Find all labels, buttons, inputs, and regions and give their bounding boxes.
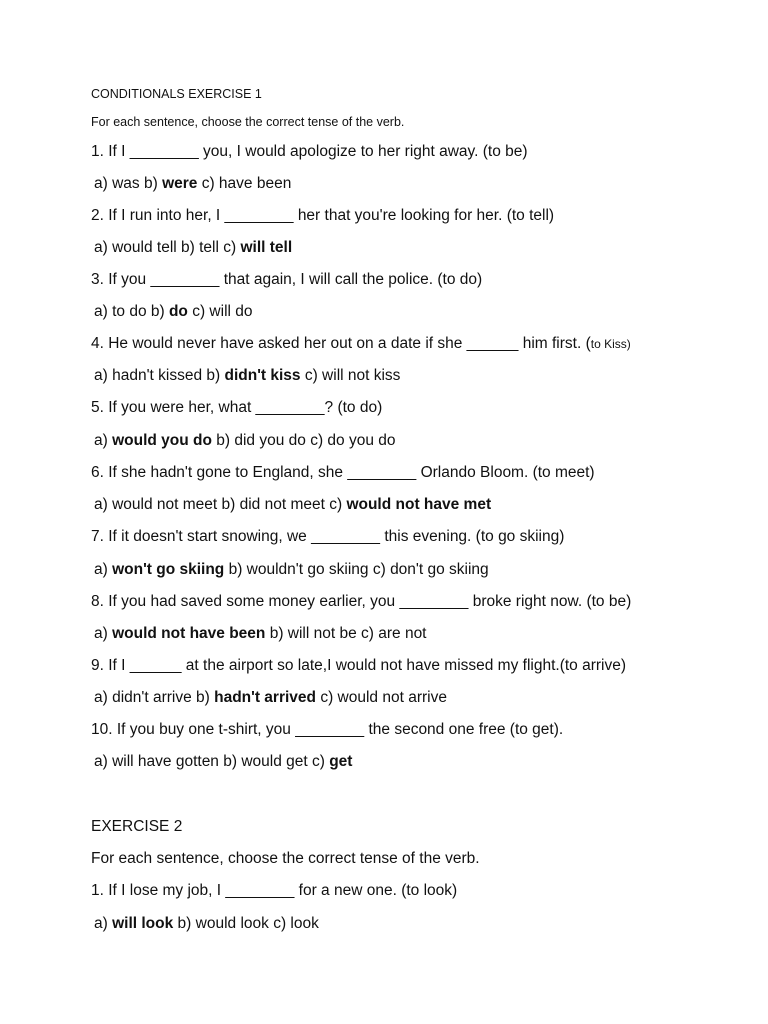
question-7: 7. If it doesn't start snowing, we ________ this evening. (to go skiing) (91, 528, 565, 545)
answer-7-part: a) (94, 561, 113, 578)
question-5: 5. If you were her, what ________? (to do) (91, 399, 383, 416)
answer-1-part: c) have been (197, 175, 292, 192)
answer-1-correct: were (162, 175, 198, 192)
answer-8 (94, 624, 427, 644)
exercise2-answer-1 (94, 914, 319, 934)
question-9: 9. If I ______ at the airport so late,I would not have missed my flight.(to arrive) (91, 657, 627, 674)
answer-10-part: a) will have gotten b) would get c) (94, 753, 330, 770)
answer-7-correct: won't go skiing (112, 561, 225, 578)
answer-4 (94, 366, 400, 386)
answer-2-part: a) would tell b) tell c) (94, 239, 241, 256)
answer-3-correct: do (168, 303, 188, 320)
answer-7 (94, 560, 489, 580)
answer-8-part: a) (94, 625, 113, 642)
answer-5-part: b) did you do c) do you do (211, 432, 396, 449)
answer-1-part: a) was b) (94, 175, 163, 192)
answer-9 (94, 688, 447, 708)
exercise1-title: CONDITIONALS EXERCISE 1 (91, 87, 262, 101)
answer-1 (94, 174, 291, 194)
answer-4-correct: didn't kiss (224, 367, 301, 384)
question-3: 3. If you ________ that again, I will call the police. (to do) (91, 271, 483, 288)
answer-3 (94, 302, 253, 322)
exercise2-instruction: For each sentence, choose the correct tense of the verb. (91, 850, 480, 867)
question-4 (91, 334, 631, 354)
exercise2-answer-1-part: b) would look c) look (173, 915, 319, 932)
answer-9-part: a) didn't arrive b) (94, 689, 215, 706)
answer-8-correct: would not have been (112, 625, 266, 642)
answer-7-part: b) wouldn't go skiing c) don't go skiing (224, 561, 489, 578)
question-10: 10. If you buy one t-shirt, you ________ the second one free (to get). (91, 721, 564, 738)
answer-2-correct: will tell (240, 239, 293, 256)
question-6: 6. If she hadn't gone to England, she ________ Orlando Bloom. (to meet) (91, 464, 595, 481)
exercise2-answer-1-part: a) (94, 915, 113, 932)
exercise2-question-1: 1. If I lose my job, I ________ for a new one. (to look) (91, 882, 458, 899)
answer-6 (94, 495, 491, 515)
answer-2 (94, 238, 292, 258)
answer-4-part: c) will not kiss (300, 367, 401, 384)
question-4-hint: to Kiss) (590, 337, 631, 351)
answer-6-correct: would not have met (346, 496, 492, 513)
question-4-text: 4. He would never have asked her out on a date if she ______ him first. ( (91, 335, 591, 352)
answer-8-part: b) will not be c) are not (265, 625, 427, 642)
answer-6-part: a) would not meet b) did not meet c) (94, 496, 347, 513)
exercise2-answer-1-correct: will look (112, 915, 174, 932)
answer-5-correct: would you do (112, 432, 212, 449)
exercise2-title: EXERCISE 2 (91, 818, 183, 835)
answer-10 (94, 752, 352, 772)
answer-5-part: a) (94, 432, 113, 449)
answer-10-correct: get (329, 753, 353, 770)
exercise1-instruction: For each sentence, choose the correct tense of the verb. (91, 115, 405, 129)
answer-5 (94, 431, 396, 451)
answer-9-correct: hadn't arrived (214, 689, 317, 706)
answer-3-part: c) will do (187, 303, 253, 320)
question-2: 2. If I run into her, I ________ her that you're looking for her. (to tell) (91, 207, 555, 224)
answer-9-part: c) would not arrive (316, 689, 447, 706)
answer-3-part: a) to do b) (94, 303, 169, 320)
answer-4-part: a) hadn't kissed b) (94, 367, 225, 384)
question-1: 1. If I ________ you, I would apologize to her right away. (to be) (91, 143, 528, 160)
question-8: 8. If you had saved some money earlier, you ________ broke right now. (to be) (91, 593, 632, 610)
